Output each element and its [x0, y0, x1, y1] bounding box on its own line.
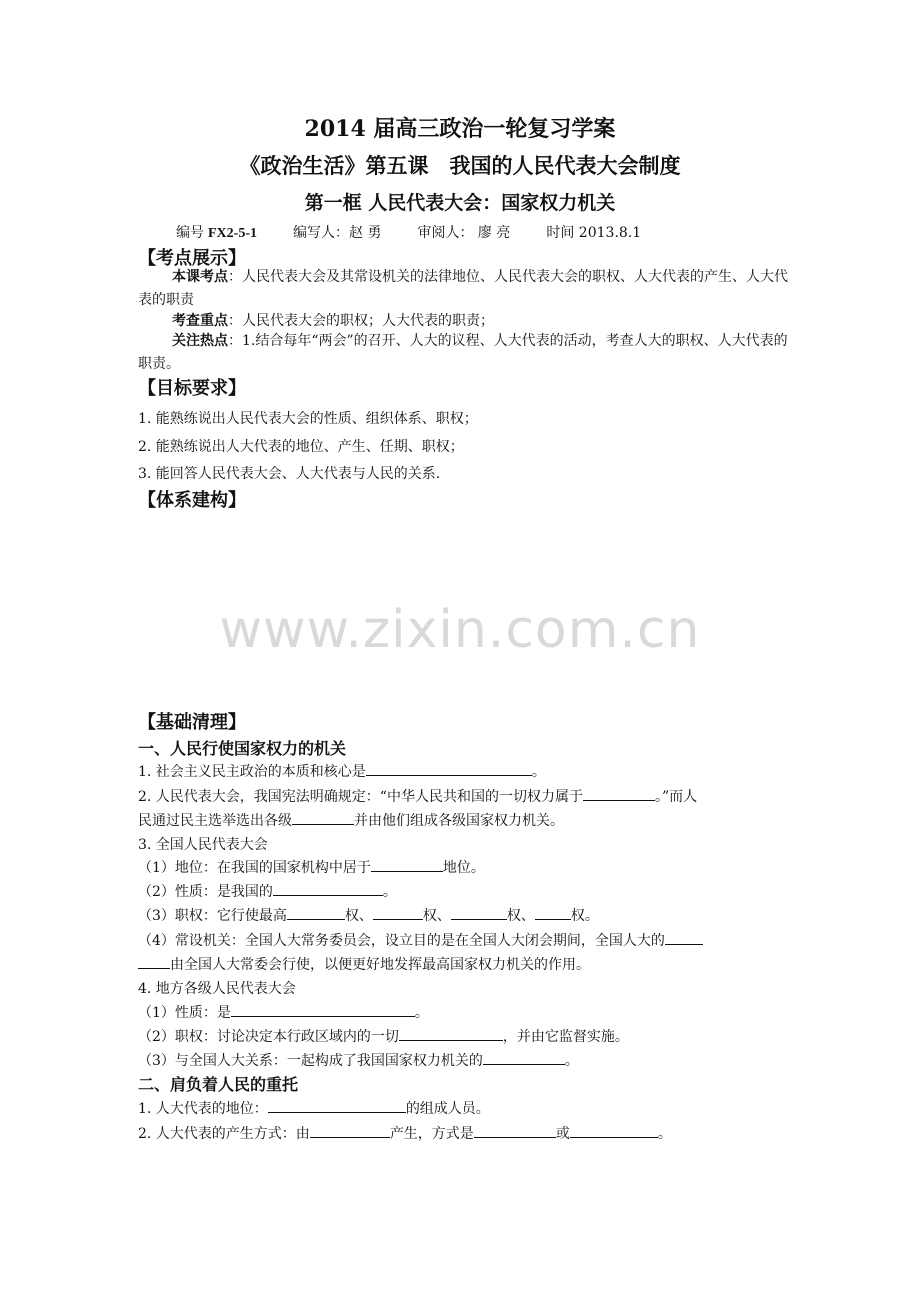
question-4-3: （3）与全国人大关系：一起构成了我国国家权力机关的 。 [138, 1050, 579, 1070]
fill-blank[interactable] [399, 1026, 503, 1041]
part1-title: 一、人民行使国家权力的机关 [138, 739, 347, 758]
fill-blank[interactable] [371, 857, 443, 872]
fill-blank[interactable] [231, 1002, 415, 1017]
part2-question-1: 1. 人大代表的地位： 的组成人员。 [138, 1098, 490, 1118]
fill-blank[interactable] [570, 1123, 658, 1138]
fill-blank[interactable] [373, 905, 423, 920]
reviewer: 审阅人： 廖 亮 [417, 225, 511, 241]
author: 编写人：赵 勇 [293, 225, 382, 241]
fill-blank[interactable] [451, 905, 507, 920]
question-3: 3. 全国人民代表大会 [138, 837, 268, 853]
fill-blank[interactable] [583, 786, 655, 801]
fill-blank[interactable] [366, 761, 532, 776]
question-4-2: （2）职权：讨论决定本行政区域内的一切 ，并由它监督实施。 [138, 1026, 629, 1046]
fill-blank[interactable] [292, 810, 354, 825]
fill-blank[interactable] [273, 881, 383, 896]
code-field: 编号 FX2-5-1 [176, 225, 257, 241]
question-3-2: （2）性质：是我国的 。 [138, 881, 397, 901]
mubiao-item: 3. 能回答人民代表大会、人大代表与人民的关系. [138, 466, 441, 482]
fill-blank[interactable] [310, 1123, 390, 1138]
code-value: FX2-5-1 [208, 226, 257, 241]
watermark: www.zixin.com.cn [219, 600, 701, 660]
part2-title: 二、肩负着人民的重托 [138, 1075, 299, 1094]
question-2-cont: 民通过民主选举选出各级 并由他们组成各级国家权力机关。 [138, 810, 564, 830]
question-1: 1. 社会主义民主政治的本质和核心是 。 [138, 761, 546, 781]
question-3-3: （3）职权：它行使最高 权、 权、 权、 权。 [138, 905, 599, 925]
section-tixi-heading: 【体系建构】 [138, 490, 246, 511]
question-4-1: （1）性质：是 。 [138, 1002, 429, 1022]
question-2: 2. 人民代表大会，我国宪法明确规定：“中华人民共和国的一切权力属于 。”而人 [138, 786, 697, 806]
kaodian-hot: 关注热点：1.结合每年“两会”的召开、人大的议程、人大代表的活动，考查人大的职权、人大代表的职责。 [138, 333, 788, 372]
mubiao-item: 2. 能熟练说出人大代表的地位、产生、任期、职权； [138, 439, 464, 455]
document-title: 2014 届高三政治一轮复习学案 [304, 116, 616, 142]
fill-blank[interactable] [268, 1098, 406, 1113]
date: 时间 2013.8.1 [546, 225, 642, 241]
section-jichu-heading: 【基础清理】 [138, 712, 246, 733]
question-3-4-cont: 由全国人大常委会行使，以便更好地发挥最高国家权力机关的作用。 [138, 954, 590, 974]
question-3-4: （4）常设机关：全国人大常务委员会，设立目的是在全国人大闭会期间，全国人大的 [138, 930, 703, 950]
document-meta [176, 222, 677, 242]
fill-blank[interactable] [287, 905, 345, 920]
frame-title: 第一框 人民代表大会：国家权力机关 [304, 192, 616, 214]
mubiao-item: 1. 能熟练说出人民代表大会的性质、组织体系、职权； [138, 411, 478, 427]
lesson-title: 《政治生活》第五课 我国的人民代表大会制度 [239, 153, 681, 178]
fill-blank[interactable] [535, 905, 571, 920]
fill-blank[interactable] [474, 1123, 556, 1138]
kaodian-focus: 考查重点：人民代表大会的职权；人大代表的职责； [172, 313, 494, 329]
question-3-1: （1）地位：在我国的国家机构中居于 地位。 [138, 857, 485, 877]
part2-question-2: 2. 人大代表的产生方式：由 产生，方式是 或 。 [138, 1123, 672, 1143]
question-4: 4. 地方各级人民代表大会 [138, 981, 296, 997]
section-mubiao-heading: 【目标要求】 [138, 378, 246, 399]
fill-blank[interactable] [138, 954, 170, 969]
kaodian-course: 本课考点：人民代表大会及其常设机关的法律地位、人民代表大会的职权、人大代表的产生、人大代表的职责 [138, 269, 788, 308]
fill-blank[interactable] [483, 1050, 565, 1065]
fill-blank[interactable] [665, 930, 703, 945]
section-kaodian-heading: 【考点展示】 [138, 248, 246, 269]
